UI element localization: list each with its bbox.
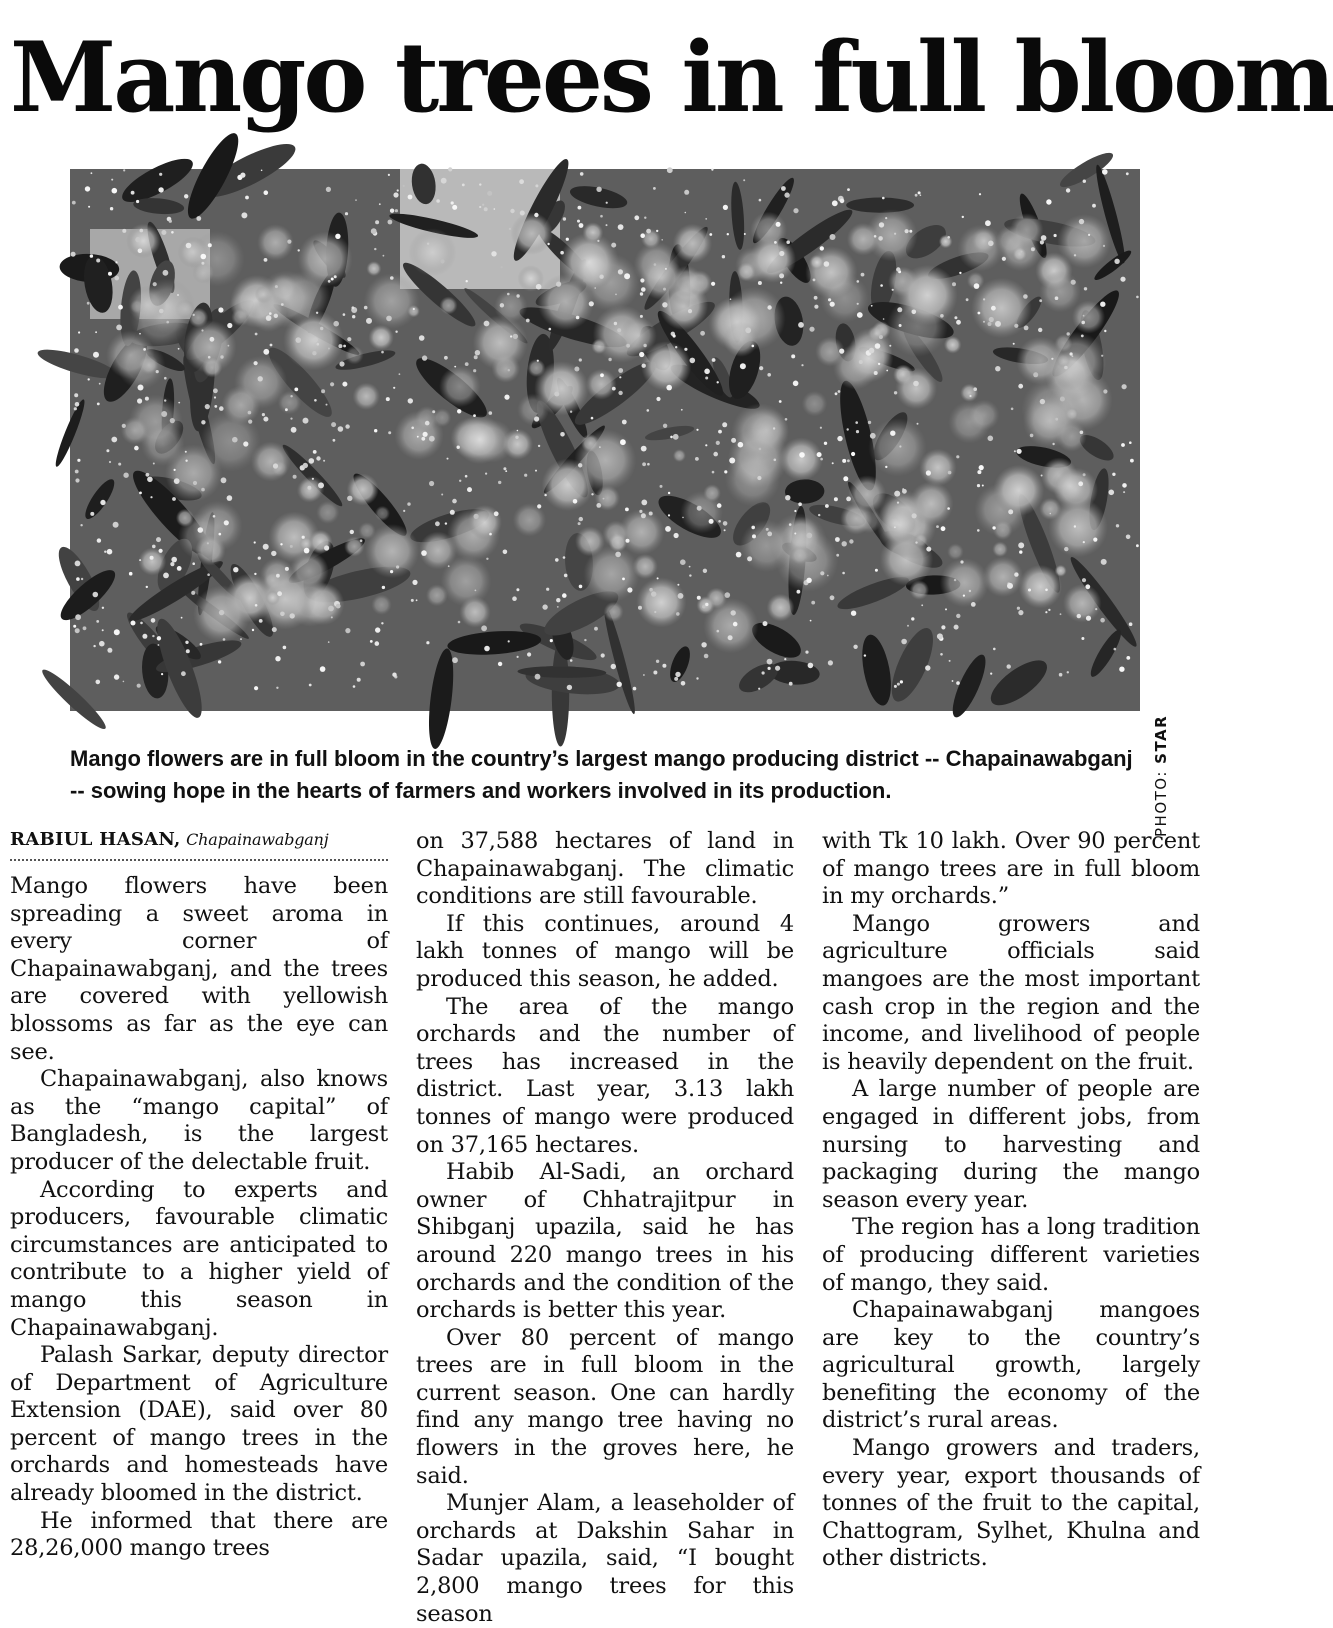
- headline: Mango trees in full bloom: [10, 21, 1333, 134]
- paragraph: Mango growers and agriculture officials said mangoes are the most important cash crop in the region and the income, and livelihood of people is heavily dependent on the fruit.: [822, 910, 1200, 1075]
- byline-location: Chapainawabganj: [186, 830, 329, 849]
- photo-credit-label: PHOTO:: [1152, 770, 1170, 837]
- paragraph: Chapainawabganj, also knows as the “mango capital” of Bangladesh, is the largest producer of the delectable fruit.: [10, 1066, 388, 1175]
- paragraph: Chapainawabganj mangoes are key to the country’s agricultural growth, largely benefiting the economy of the district’s rural areas.: [822, 1297, 1200, 1434]
- paragraph: Habib Al-Sadi, an orchard owner of Chhatrajitpur in Shibganj upazila, said he has around 220 mango trees in his orchards and the condition of the orchards is better this year.: [416, 1159, 794, 1324]
- paragraph: The area of the mango orchards and the number of trees has increased in the district. Last year, 3.13 lakh tonnes of mango were produced on 37,165 hectares.: [416, 993, 794, 1158]
- photo-credit-source: STAR: [1152, 714, 1170, 764]
- paragraph: Munjer Alam, a leaseholder of orchards at Dakshin Sahar in Sadar upazila, said, “I bought 2,800 mango trees for this season: [416, 1490, 794, 1627]
- paragraph: If this continues, around 4 lakh tonnes of mango will be produced this season, he added.: [416, 910, 794, 992]
- paragraph: with Tk 10 lakh. Over 90 percent of mango trees are in full bloom in my orchards.”: [822, 828, 1200, 910]
- photo-illustration: [70, 169, 1140, 711]
- byline-author: RABIUL HASAN,: [10, 829, 181, 850]
- paragraph: A large number of people are engaged in different jobs, from nursing to harvesting and packaging during the mango season every year.: [822, 1076, 1200, 1213]
- article-column-3: [822, 828, 1200, 1572]
- paragraph: He informed that there are 28,26,000 mango trees: [10, 1507, 388, 1562]
- article-column-2: [416, 828, 794, 1627]
- paragraph: Over 80 percent of mango trees are in full bloom in the current season. One can hardly find any mango tree having no flowers in the groves here, he said.: [416, 1324, 794, 1489]
- paragraph: Mango growers and traders, every year, export thousands of tonnes of the fruit to the capital, Chattogram, Sylhet, Khulna and other districts.: [822, 1435, 1200, 1572]
- paragraph: Palash Sarkar, deputy director of Department of Agriculture Extension (DAE), said over 80 percent of mango trees in the orchards and homesteads have already bloomed in the district.: [10, 1342, 388, 1507]
- paragraph: Mango flowers have been spreading a sweet aroma in every corner of Chapainawabganj, and the trees are covered with yellowish blossoms as far as the eye can see.: [10, 873, 388, 1065]
- byline: [10, 828, 388, 861]
- photo-caption: Mango flowers are in full bloom in the country’s largest mango producing district -- Chapainawabganj -- sowing hope in the hearts of farmers and workers involved in its production.: [70, 746, 1133, 803]
- article-column-1: [10, 828, 388, 1562]
- paragraph: The region has a long tradition of producing different varieties of mango, they said.: [822, 1214, 1200, 1296]
- paragraph: According to experts and producers, favourable climatic circumstances are anticipated to contribute to a higher yield of mango this season in Chapainawabganj.: [10, 1176, 388, 1341]
- mango-blossom-photo: [70, 169, 1140, 711]
- paragraph: on 37,588 hectares of land in Chapainawabganj. The climatic conditions are still favourable.: [416, 828, 794, 910]
